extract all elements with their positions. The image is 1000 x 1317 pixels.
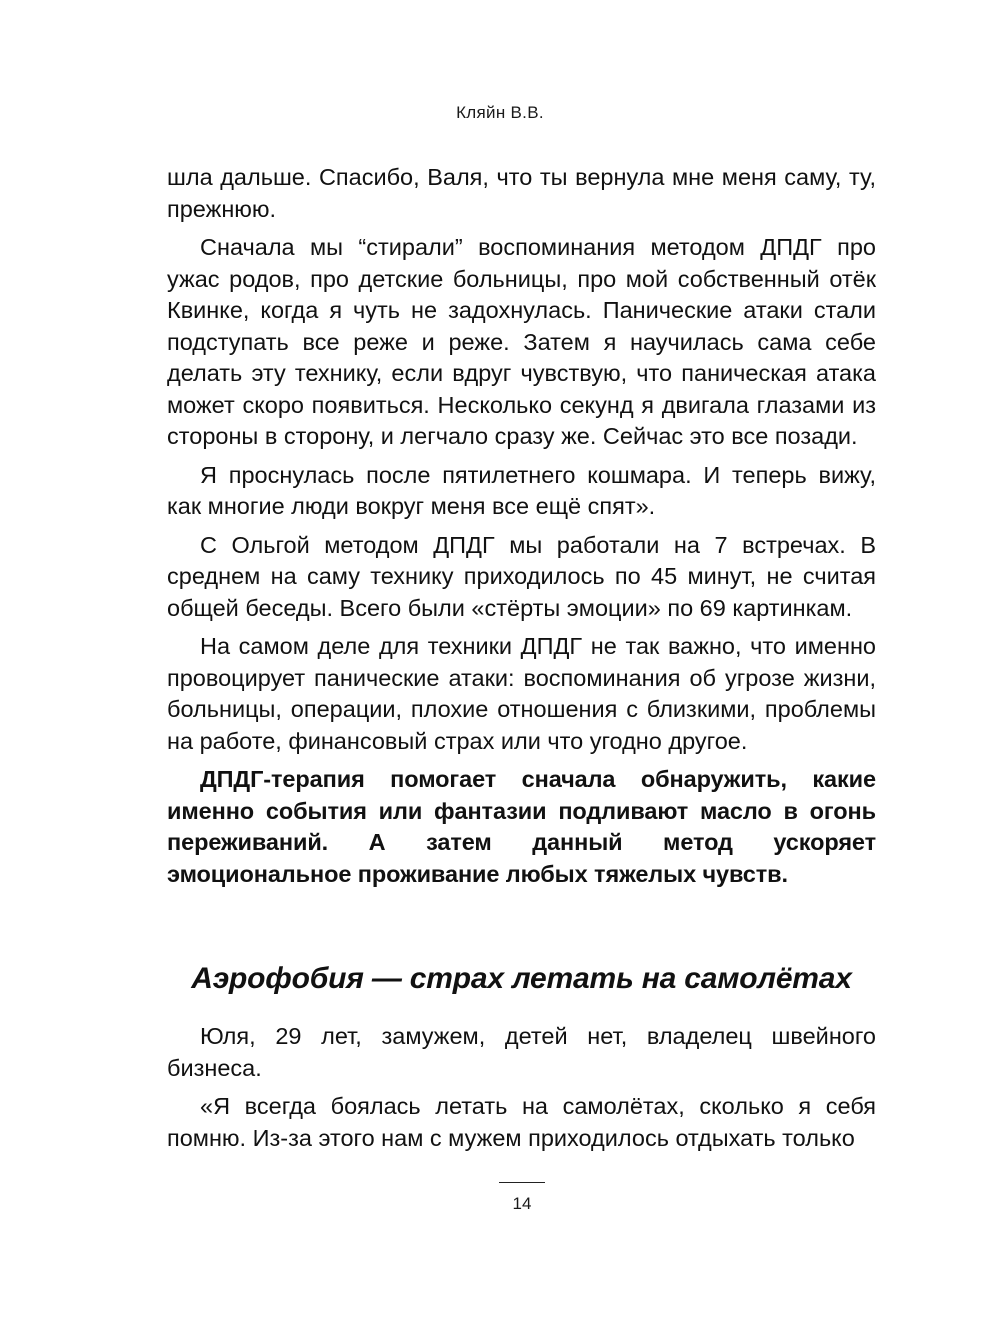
section-heading: Аэрофобия — страх летать на самолётах bbox=[191, 962, 852, 995]
paragraph: Сначала мы “стирали” воспоминания методом ДПДГ про ужас родов, про детские больницы, про мой собственный отёк Квинке, когда я чуть не задохнулась. Панические атаки стали подступать все реже и реже. Затем я научилась сама себе делать эту технику, если вдруг чувствую, что паническая атака может скоро появиться. Несколько секунд я двигала глазами из стороны в сторону, и легчало сразу же. Сейчас это все позади. bbox=[167, 234, 876, 449]
paragraph: Я проснулась после пятилетнего кошмара. И теперь вижу, как многие люди вокруг меня все ещё спят». bbox=[167, 461, 876, 519]
bold-paragraph: ДПДГ-терапия помогает сначала обнаружить, какие именно события или фантазии подливают масло в огонь переживаний. А затем данный метод ускоряет эмоциональное проживание любых тяжелых чувств. bbox=[167, 766, 876, 887]
running-head-author: Кляйн В.В. bbox=[456, 103, 544, 122]
paragraph: С Ольгой методом ДПДГ мы работали на 7 встречах. В среднем на саму технику приходилось по 45 минут, не считая общей беседы. Всего были «стёрты эмоции» по 69 картинкам. bbox=[167, 531, 876, 621]
paragraph: «Я всегда боялась летать на самолётах, сколько я себя помню. Из-за этого нам с мужем приходилось отдыхать только bbox=[167, 1093, 876, 1151]
paragraph: Юля, 29 лет, замужем, детей нет, владелец швейного бизнеса. bbox=[167, 1023, 876, 1081]
body-text bbox=[167, 162, 876, 897]
page-number: 14 bbox=[512, 1194, 532, 1213]
paragraph: На самом деле для техники ДПДГ не так важно, что именно провоцирует панические атаки: воспоминания об угрозе жизни, больницы, операции, плохие отношения с близкими, проблемы на работе, финансовый страх или что угодно другое. bbox=[167, 633, 876, 754]
footer-rule bbox=[499, 1182, 545, 1183]
paragraph: шла дальше. Спасибо, Валя, что ты вернула мне меня саму, ту, прежнюю. bbox=[167, 164, 876, 222]
section-body-text bbox=[167, 1021, 876, 1161]
